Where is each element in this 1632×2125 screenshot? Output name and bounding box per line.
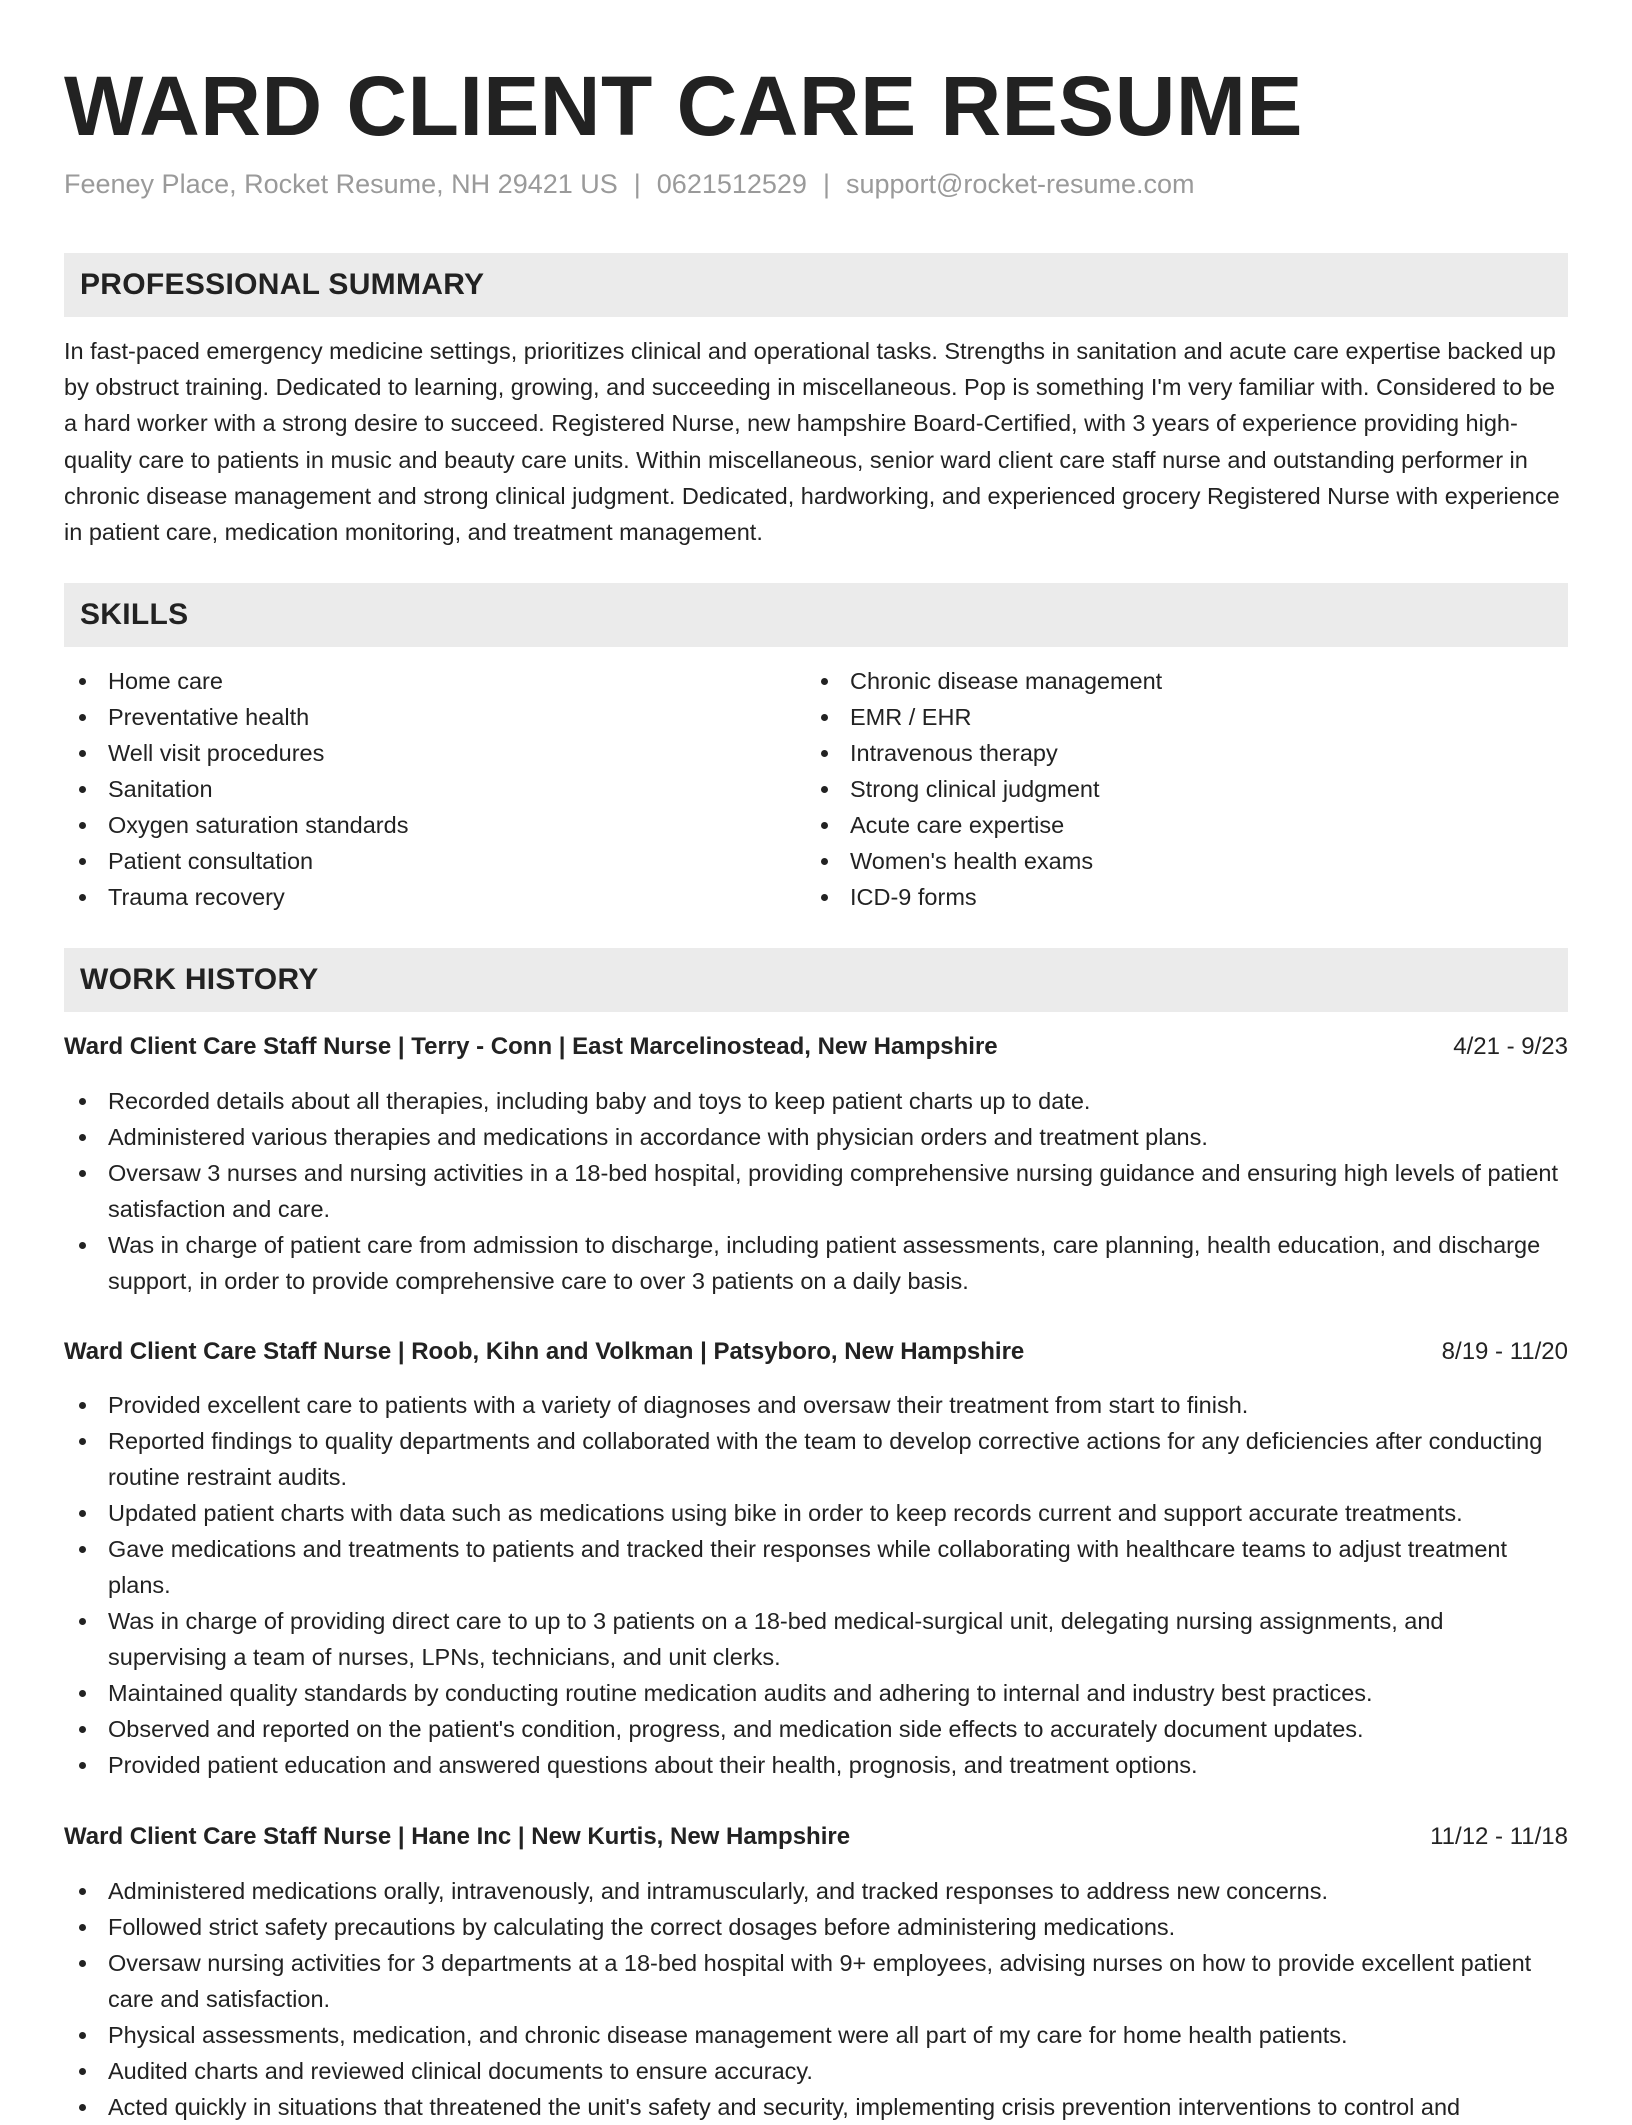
summary-section-header <box>64 253 1568 317</box>
work-heading: WORK HISTORY <box>80 963 319 996</box>
job-bullet: Recorded details about all therapies, including baby and toys to keep patient charts up to date. <box>64 1083 1568 1119</box>
job-bullet: Administered various therapies and medications in accordance with physician orders and treatment plans. <box>64 1119 1568 1155</box>
job-bullet-list <box>64 1083 1568 1299</box>
job-bullet: Audited charts and reviewed clinical documents to ensure accuracy. <box>64 2053 1568 2089</box>
work-section-header <box>64 948 1568 1012</box>
skills-heading: SKILLS <box>80 598 189 631</box>
contact-address: Feeney Place, Rocket Resume, NH 29421 US <box>64 169 618 199</box>
job-bullet: Followed strict safety precautions by calculating the correct dosages before administering medications. <box>64 1909 1568 1945</box>
job-header <box>64 1334 1568 1370</box>
skill-item: Strong clinical judgment <box>806 771 1506 807</box>
job-bullet: Administered medications orally, intravenously, and intramuscularly, and tracked responses to address new concerns. <box>64 1873 1568 1909</box>
contact-email: support@rocket-resume.com <box>845 169 1195 199</box>
job-dates: 8/19 - 11/20 <box>1441 1338 1568 1365</box>
job-dates: 4/21 - 9/23 <box>1453 1033 1568 1060</box>
job-bullet: Physical assessments, medication, and chronic disease management were all part of my care for home health patients. <box>64 2017 1568 2053</box>
job-header <box>64 1819 1568 1855</box>
job-bullet: Maintained quality standards by conducting routine medication audits and adhering to internal and industry best practices. <box>64 1675 1568 1711</box>
job-title: Ward Client Care Staff Nurse | Roob, Kihn and Volkman | Patsyboro, New Hampshire <box>64 1338 1025 1365</box>
contact-line <box>64 166 1195 202</box>
job-bullet: Observed and reported on the patient's condition, progress, and medication side effects to accurately document updates. <box>64 1711 1568 1747</box>
skill-item: Acute care expertise <box>806 807 1506 843</box>
skill-item: Sanitation <box>64 771 764 807</box>
job-bullet-list <box>64 1387 1568 1783</box>
skills-list-right <box>806 663 1506 915</box>
job-bullet: Acted quickly in situations that threatened the unit's safety and security, implementing crisis prevention interventions to control and <box>64 2089 1568 2125</box>
resume-title: WARD CLIENT CARE RESUME <box>64 59 1303 153</box>
job-bullet: Provided excellent care to patients with a variety of diagnoses and oversaw their treatment from start to finish. <box>64 1387 1568 1423</box>
skill-item: Intravenous therapy <box>806 735 1506 771</box>
job-bullet: Updated patient charts with data such as medications using bike in order to keep records current and support accurate treatments. <box>64 1495 1568 1531</box>
skills-section-header <box>64 583 1568 647</box>
job-title: Ward Client Care Staff Nurse | Terry - Conn | East Marcelinostead, New Hampshire <box>64 1033 998 1060</box>
job-bullet: Was in charge of patient care from admission to discharge, including patient assessments, care planning, health education, and discharge support, in order to provide comprehensive care to over 3 patients on a daily basis. <box>64 1227 1568 1299</box>
job-bullet: Gave medications and treatments to patients and tracked their responses while collaborating with healthcare teams to adjust treatment plans. <box>64 1531 1568 1603</box>
skill-item: Preventative health <box>64 699 764 735</box>
contact-phone: 0621512529 <box>656 169 807 199</box>
skill-item: Chronic disease management <box>806 663 1506 699</box>
summary-text: In fast-paced emergency medicine settings, prioritizes clinical and operational tasks. Strengths in sanitation and acute care expertise backed up by obstruct training. Dedicated to learning, growing, and succeeding in miscellaneous. Pop is something I'm very familiar with. Considered to be a hard worker with a strong desire to succeed. Registered Nurse, new hampshire Board-Certified, with 3 years of experience providing high-quality care to patients in music and beauty care units. Within miscellaneous, senior ward client care staff nurse and outstanding performer in chronic disease management and strong clinical judgment. Dedicated, hardworking, and experienced grocery Registered Nurse with experience in patient care, medication monitoring, and treatment management. <box>64 338 1560 546</box>
skill-item: Home care <box>64 663 764 699</box>
skill-item: EMR / EHR <box>806 699 1506 735</box>
contact-separator: | <box>822 169 830 199</box>
job-bullet: Provided patient education and answered questions about their health, prognosis, and treatment options. <box>64 1747 1568 1783</box>
skill-item: Women's health exams <box>806 843 1506 879</box>
skill-item: Oxygen saturation standards <box>64 807 764 843</box>
contact-separator: | <box>633 169 641 199</box>
skill-item: Trauma recovery <box>64 879 764 915</box>
skill-item: ICD-9 forms <box>806 879 1506 915</box>
skill-item: Patient consultation <box>64 843 764 879</box>
job-bullet: Oversaw 3 nurses and nursing activities in a 18-bed hospital, providing comprehensive nursing guidance and ensuring high levels of patient satisfaction and care. <box>64 1155 1568 1227</box>
summary-heading: PROFESSIONAL SUMMARY <box>80 268 485 301</box>
job-bullet: Was in charge of providing direct care to up to 3 patients on a 18-bed medical-surgical unit, delegating nursing assignments, and supervising a team of nurses, LPNs, technicians, and unit clerks. <box>64 1603 1568 1675</box>
job-bullet: Oversaw nursing activities for 3 departments at a 18-bed hospital with 9+ employees, advising nurses on how to provide excellent patient care and satisfaction. <box>64 1945 1568 2017</box>
skills-list-left <box>64 663 764 915</box>
job-bullet: Reported findings to quality departments and collaborated with the team to develop corrective actions for any deficiencies after conducting routine restraint audits. <box>64 1423 1568 1495</box>
job-dates: 11/12 - 11/18 <box>1430 1823 1568 1850</box>
skill-item: Well visit procedures <box>64 735 764 771</box>
job-header <box>64 1029 1568 1065</box>
job-bullet-list <box>64 1873 1568 2125</box>
job-title: Ward Client Care Staff Nurse | Hane Inc | New Kurtis, New Hampshire <box>64 1823 851 1850</box>
